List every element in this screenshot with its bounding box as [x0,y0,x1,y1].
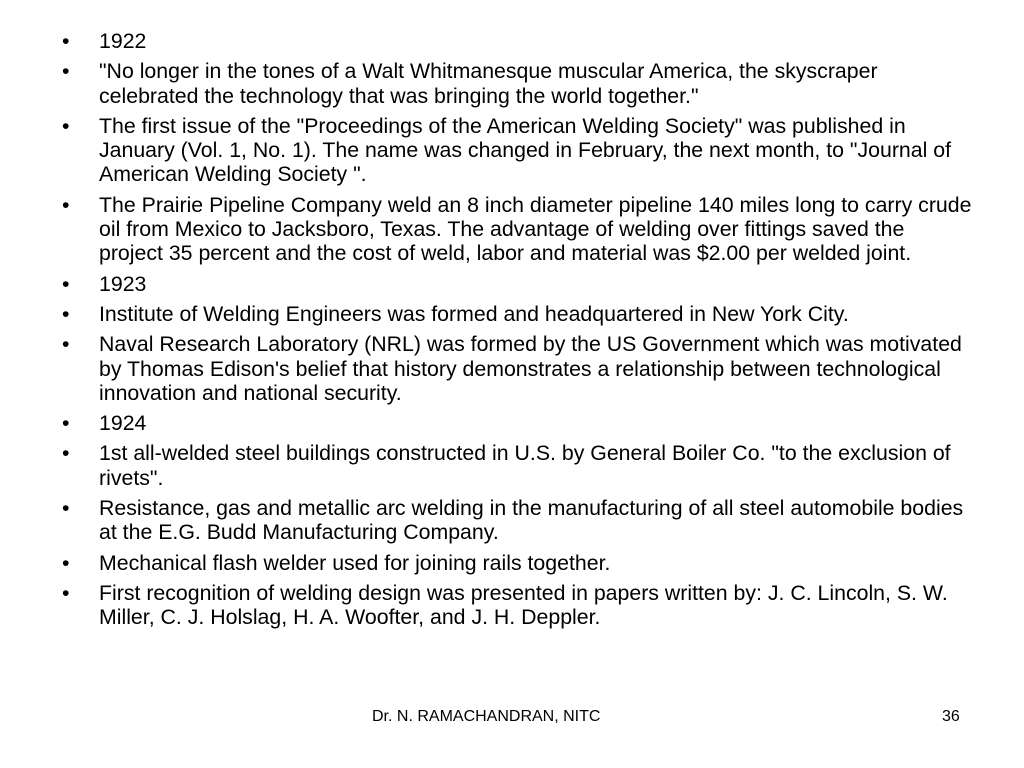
bullet-text: The Prairie Pipeline Company weld an 8 inch diameter pipeline 140 miles long to carry crude oil from Mexico to Jacksboro, Texas. The advantage of welding over fittings saved the project 35 percent and the cost of weld, labor and material was $2.00 per welded joint. [99,192,972,266]
bullet-item-1924 [0,411,1024,435]
bullet-item-aws-proceedings [0,114,1024,187]
bullet-text: The first issue of the "Proceedings of the American Welding Society" was published in January (Vol. 1, No. 1). The name was changed in February, the next month, to "Journal of American Welding Society ". [99,113,952,187]
bullet-dot: • [62,411,70,436]
bullet-dot: • [62,580,70,605]
bullet-dot: • [62,113,70,138]
bullet-item-all-welded-buildings [0,441,1024,490]
bullet-dot: • [62,301,70,326]
bullet-item-skyscraper-quote [0,59,1024,108]
bullet-dot: • [62,29,70,53]
bullet-text: "No longer in the tones of a Walt Whitmanesque muscular America, the skyscraper celebrated the technology that was bringing the world together." [99,59,878,108]
bullet-text: Resistance, gas and metallic arc welding in the manufacturing of all steel automobile bodies at the E.G. Budd Manufacturing Company. [99,496,964,545]
bullet-item-flash-welder [0,551,1024,575]
bullet-item-budd-manufacturing [0,496,1024,545]
slide-page-number: 36 [942,708,960,725]
bullet-item-1922 [0,29,1024,53]
bullet-dot: • [62,550,70,575]
bullet-text: 1924 [99,411,147,436]
bullet-text: Mechanical flash welder used for joining rails together. [99,550,611,575]
bullet-list [0,29,1024,630]
bullet-dot: • [62,192,70,217]
bullet-text: First recognition of welding design was presented in papers written by: J. C. Lincoln, S. W. Miller, C. J. Holslag, H. A. Woofter, and J. H. Deppler. [99,580,948,630]
bullet-text: Institute of Welding Engineers was formed and headquartered in New York City. [99,301,849,326]
bullet-dot: • [62,271,70,296]
bullet-dot: • [62,332,70,357]
bullet-item-1923 [0,272,1024,296]
bullet-item-prairie-pipeline [0,193,1024,266]
bullet-item-institute-welding-engineers [0,302,1024,326]
bullet-text: Naval Research Laboratory (NRL) was formed by the US Government which was motivated by Thomas Edison's belief that history demonstrates a relationship between technological innovation and national security. [99,332,962,405]
bullet-text: 1922 [99,29,147,53]
slide-body [0,29,1024,636]
footer-author: Dr. N. RAMACHANDRAN, NITC [372,708,601,725]
bullet-dot: • [62,496,70,521]
bullet-dot: • [62,441,70,466]
bullet-item-welding-design-papers [0,581,1024,630]
bullet-item-naval-research-lab [0,332,1024,405]
bullet-dot: • [62,59,70,84]
bullet-text: 1923 [99,271,147,296]
bullet-text: 1st all-welded steel buildings constructed in U.S. by General Boiler Co. "to the exclusion of rivets". [99,441,951,490]
